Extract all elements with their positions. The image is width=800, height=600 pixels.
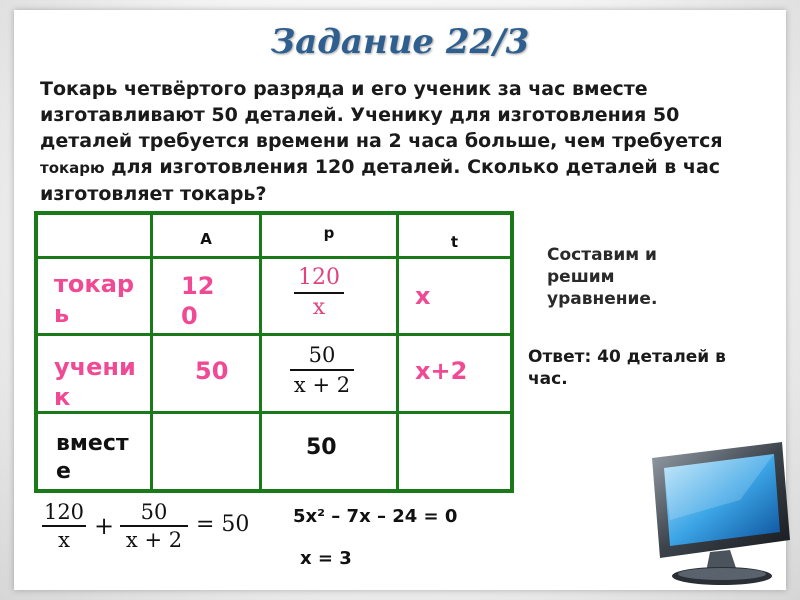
data-table (34, 211, 514, 493)
problem-line (40, 154, 780, 181)
fraction (38, 500, 90, 552)
plus-sign: + (94, 512, 115, 540)
row-label-cell (38, 259, 150, 333)
monitor-icon (630, 440, 795, 590)
fraction-denominator: x (312, 295, 326, 320)
problem-text (40, 76, 780, 207)
fraction-numerator: 50 (140, 500, 168, 524)
fraction-numerator: 120 (43, 500, 85, 524)
equation (34, 498, 264, 558)
fraction-denominator: x (58, 528, 70, 552)
row-label: вместе (56, 431, 129, 484)
fraction (116, 500, 192, 552)
header-a: A (153, 215, 259, 256)
cell-value: x (415, 282, 431, 310)
fraction-bar (42, 525, 86, 527)
fraction-bar (120, 525, 188, 527)
slide-title: Задание 22/3 (270, 22, 530, 62)
row-label-cell (38, 414, 150, 489)
cell-value: 50 (195, 357, 229, 385)
cell-a (153, 414, 259, 489)
fraction-denominator: x + 2 (125, 528, 183, 552)
header-t: t (399, 215, 510, 256)
fraction (286, 342, 358, 398)
cell-a (153, 259, 259, 333)
cell-t (399, 259, 510, 333)
cell-p (262, 336, 396, 411)
problem-line: изготовляет токарь? (40, 183, 267, 205)
cell-a (153, 336, 259, 411)
fraction-numerator: 50 (308, 343, 336, 367)
fraction-numerator: 120 (298, 265, 340, 290)
row-label: ученик (54, 353, 136, 411)
header-p: p (262, 215, 396, 256)
fraction-denominator: x + 2 (293, 373, 351, 397)
compose-text: Составим и решим уравнение. (547, 245, 658, 309)
cell-t (399, 336, 510, 411)
row-label-cell (38, 336, 150, 411)
fraction-bar (290, 369, 354, 371)
problem-line: Токарь четвёртого разряда и его ученик за час вместе (40, 78, 648, 100)
problem-line: деталей требуется времени на 2 часа больше, чем требуется (40, 130, 723, 152)
fraction-bar (294, 292, 344, 294)
answer-text: Ответ: 40 деталей в час. (528, 347, 726, 389)
quadratic-equation: 5x² – 7x – 24 = 0 (293, 506, 458, 527)
row-label: токарь (54, 270, 135, 328)
problem-line-rest: для изготовления 120 деталей. Сколько деталей в час (104, 156, 721, 178)
cell-t (399, 414, 510, 489)
fraction (290, 265, 348, 321)
cell-p (262, 414, 396, 489)
cell-value: 120 (181, 272, 215, 330)
cell-p (262, 259, 396, 333)
cell-value: 50 (306, 435, 337, 460)
problem-line: изготавливают 50 деталей. Ученику для изготовления 50 (40, 104, 680, 126)
root-value: x = 3 (300, 548, 352, 569)
cell-value: x+2 (415, 357, 468, 385)
equation-rhs: = 50 (196, 512, 250, 537)
problem-word: токарю (40, 159, 105, 177)
table-corner-cell (38, 215, 150, 256)
